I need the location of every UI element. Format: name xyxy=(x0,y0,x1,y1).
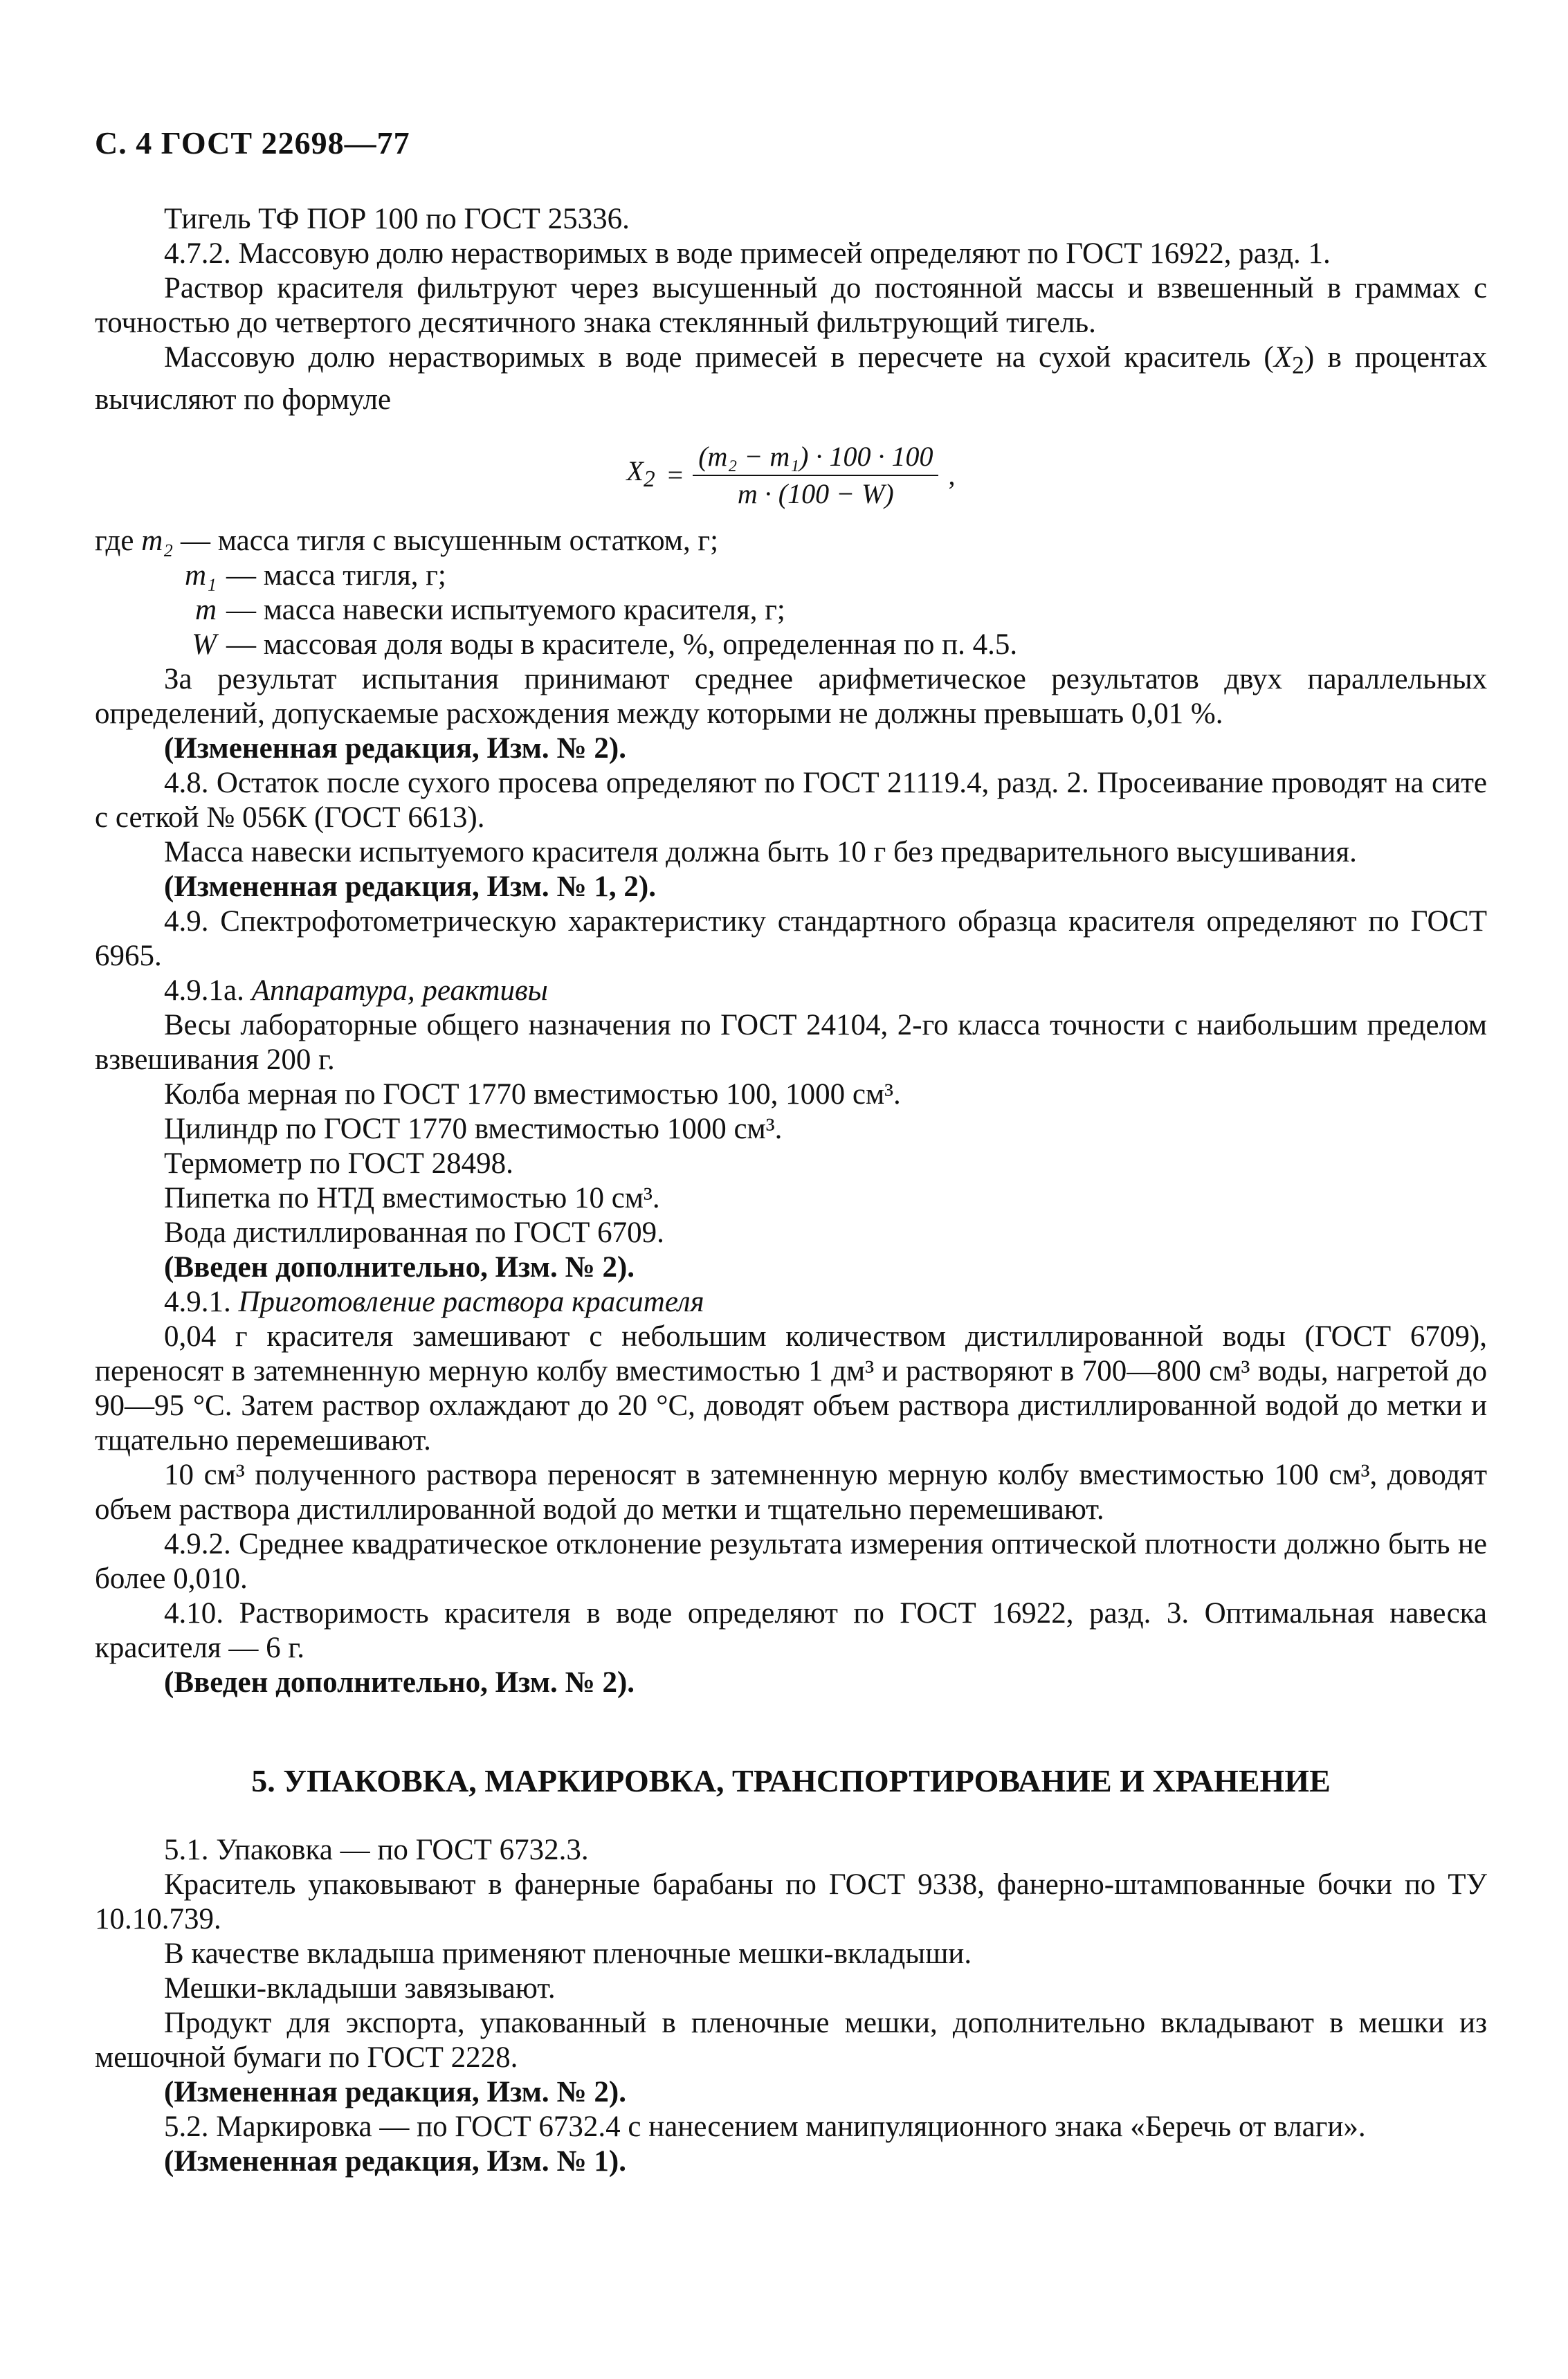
definition-row xyxy=(95,524,1487,558)
formula-equals: = xyxy=(667,459,684,491)
formula-fraction xyxy=(693,441,938,509)
edition-note: (Измененная редакция, Изм. № 1). xyxy=(164,2144,626,2178)
paragraph: Тигель ТФ ПОР 100 по ГОСТ 25336. xyxy=(164,203,630,235)
section-title: 5. УПАКОВКА, МАРКИРОВКА, ТРАНСПОРТИРОВАНИЕ И ХРАНЕНИЕ xyxy=(251,1762,1331,1798)
definition-row xyxy=(95,593,1487,628)
definition-row xyxy=(95,628,1487,662)
paragraph: 5.1. Упаковка — по ГОСТ 6732.3. xyxy=(164,1833,589,1866)
paragraph: Термометр по ГОСТ 28498. xyxy=(164,1147,513,1180)
page-header: С. 4 ГОСТ 22698—77 xyxy=(95,125,410,161)
paragraph: Пипетка по НТД вместимостью 10 см³. xyxy=(164,1181,660,1214)
symbol: X xyxy=(1273,341,1292,374)
paragraph: 4.8. Остаток после сухого просева определяют по ГОСТ 21119.4, разд. 2. Просеивание проводят на сите с сеткой № 056К (ГОСТ 6613). xyxy=(95,766,1487,834)
paragraph: Краситель упаковывают в фанерные барабаны по ГОСТ 9338, фанерно-штампованные бочки по ТУ 10.10.739. xyxy=(95,1868,1487,1935)
text-run: ) в процентах вычисляют по формуле xyxy=(95,341,1487,416)
subscript: 2 xyxy=(1292,351,1304,379)
text-run: Массовую долю нерастворимых в воде примесей в пересчете на сухой краситель ( xyxy=(164,341,1274,374)
paragraph: 4.7.2. Массовую долю нерастворимых в воде примесей определяют по ГОСТ 16922, разд. 1. xyxy=(164,237,1331,270)
formula-lhs xyxy=(627,454,655,497)
paragraph: 5.2. Маркировка — по ГОСТ 6732.4 с нанесением манипуляционного знака «Беречь от влаги». xyxy=(164,2110,1366,2143)
formula xyxy=(95,434,1487,517)
paragraph: Вода дистиллированная по ГОСТ 6709. xyxy=(164,1216,664,1249)
paragraph: 4.9. Спектрофотометрическую характеристику стандартного образца красителя определяют по ГОСТ 6965. xyxy=(95,904,1487,972)
clause-title: Приготовление раствора красителя xyxy=(238,1285,704,1318)
paragraph: Мешки-вкладыши завязывают. xyxy=(164,1971,556,2005)
clause-number: 4.9.1. xyxy=(164,1285,239,1318)
paragraph: Колба мерная по ГОСТ 1770 вместимостью 100, 1000 см³. xyxy=(164,1077,901,1111)
definition-symbol: W xyxy=(192,628,217,661)
definition-prefix: где xyxy=(95,524,134,557)
formula-numerator: (m₂ − m₁) · 100 · 100 xyxy=(693,441,938,476)
definition-symbol: m xyxy=(194,593,217,626)
paragraph: 0,04 г красителя замешивают с небольшим количеством дистиллированной воды (ГОСТ 6709), переносят в затемненную мерную колбу вместимостью 1 дм³ и растворяют в 700—800 см³ воды, нагретой до 90—95 °С. Затем раствор охлаждают до 20 °С, доводят объем раствора дистиллированной водой до метки и тщательно перемешивают. xyxy=(95,1320,1487,1457)
definition-text: — масса навески испытуемого красителя, г; xyxy=(226,593,785,626)
subsection-heading xyxy=(95,974,1487,1008)
paragraph xyxy=(95,340,1487,417)
edition-note: (Введен дополнительно, Изм. № 2). xyxy=(164,1666,635,1699)
edition-note: (Введен дополнительно, Изм. № 2). xyxy=(164,1250,635,1284)
definition-text: — масса тигля с высушенным остатком, г; xyxy=(180,524,719,557)
formula-symbol: X xyxy=(626,455,644,486)
paragraph: Цилиндр по ГОСТ 1770 вместимостью 1000 см³. xyxy=(164,1112,783,1145)
variable-definitions xyxy=(95,524,1487,662)
paragraph: 4.10. Растворимость красителя в воде определяют по ГОСТ 16922, разд. 3. Оптимальная навеска красителя — 6 г. xyxy=(95,1596,1487,1664)
page-content xyxy=(95,202,1487,2179)
clause-number: 4.9.1а. xyxy=(164,974,252,1007)
formula-subscript: 2 xyxy=(643,466,655,492)
definition-symbol: m₁ xyxy=(184,558,217,592)
paragraph: Масса навески испытуемого красителя должна быть 10 г без предварительного высушивания. xyxy=(164,835,1357,868)
definition-text: — масса тигля, г; xyxy=(226,558,446,592)
subsection-heading xyxy=(95,1285,1487,1320)
paragraph: Весы лабораторные общего назначения по ГОСТ 24104, 2-го класса точности с наибольшим пределом взвешивания 200 г. xyxy=(95,1008,1487,1076)
paragraph: В качестве вкладыша применяют пленочные мешки-вкладыши. xyxy=(164,1937,972,1970)
paragraph: За результат испытания принимают среднее арифметическое результатов двух параллельных определений, допускаемые расхождения между которыми не должны превышать 0,01 %. xyxy=(95,662,1487,730)
formula-trail: , xyxy=(948,459,956,491)
paragraph: Продукт для экспорта, упакованный в пленочные мешки, дополнительно вкладывают в мешки из мешочной бумаги по ГОСТ 2228. xyxy=(95,2006,1487,2074)
definition-symbol: m₂ xyxy=(141,524,174,557)
formula-denominator: m · (100 − W) xyxy=(737,477,894,509)
edition-note: (Измененная редакция, Изм. № 2). xyxy=(164,731,626,765)
definition-row xyxy=(95,558,1487,593)
clause-title: Аппаратура, реактивы xyxy=(251,974,548,1007)
paragraph: 4.9.2. Среднее квадратическое отклонение результата измерения оптической плотности должно быть не более 0,010. xyxy=(95,1527,1487,1595)
edition-note: (Измененная редакция, Изм. № 1, 2). xyxy=(164,870,656,903)
paragraph: 10 см³ полученного раствора переносят в затемненную мерную колбу вместимостью 100 см³, доводят объем раствора дистиллированной водой до метки и тщательно перемешивают. xyxy=(95,1458,1487,1526)
paragraph: Раствор красителя фильтруют через высушенный до постоянной массы и взвешенный в граммах с точностью до четвертого десятичного знака стеклянный фильтрующий тигель. xyxy=(95,272,1487,339)
definition-text: — массовая доля воды в красителе, %, определенная по п. 4.5. xyxy=(226,628,1018,661)
edition-note: (Измененная редакция, Изм. № 2). xyxy=(164,2075,626,2108)
